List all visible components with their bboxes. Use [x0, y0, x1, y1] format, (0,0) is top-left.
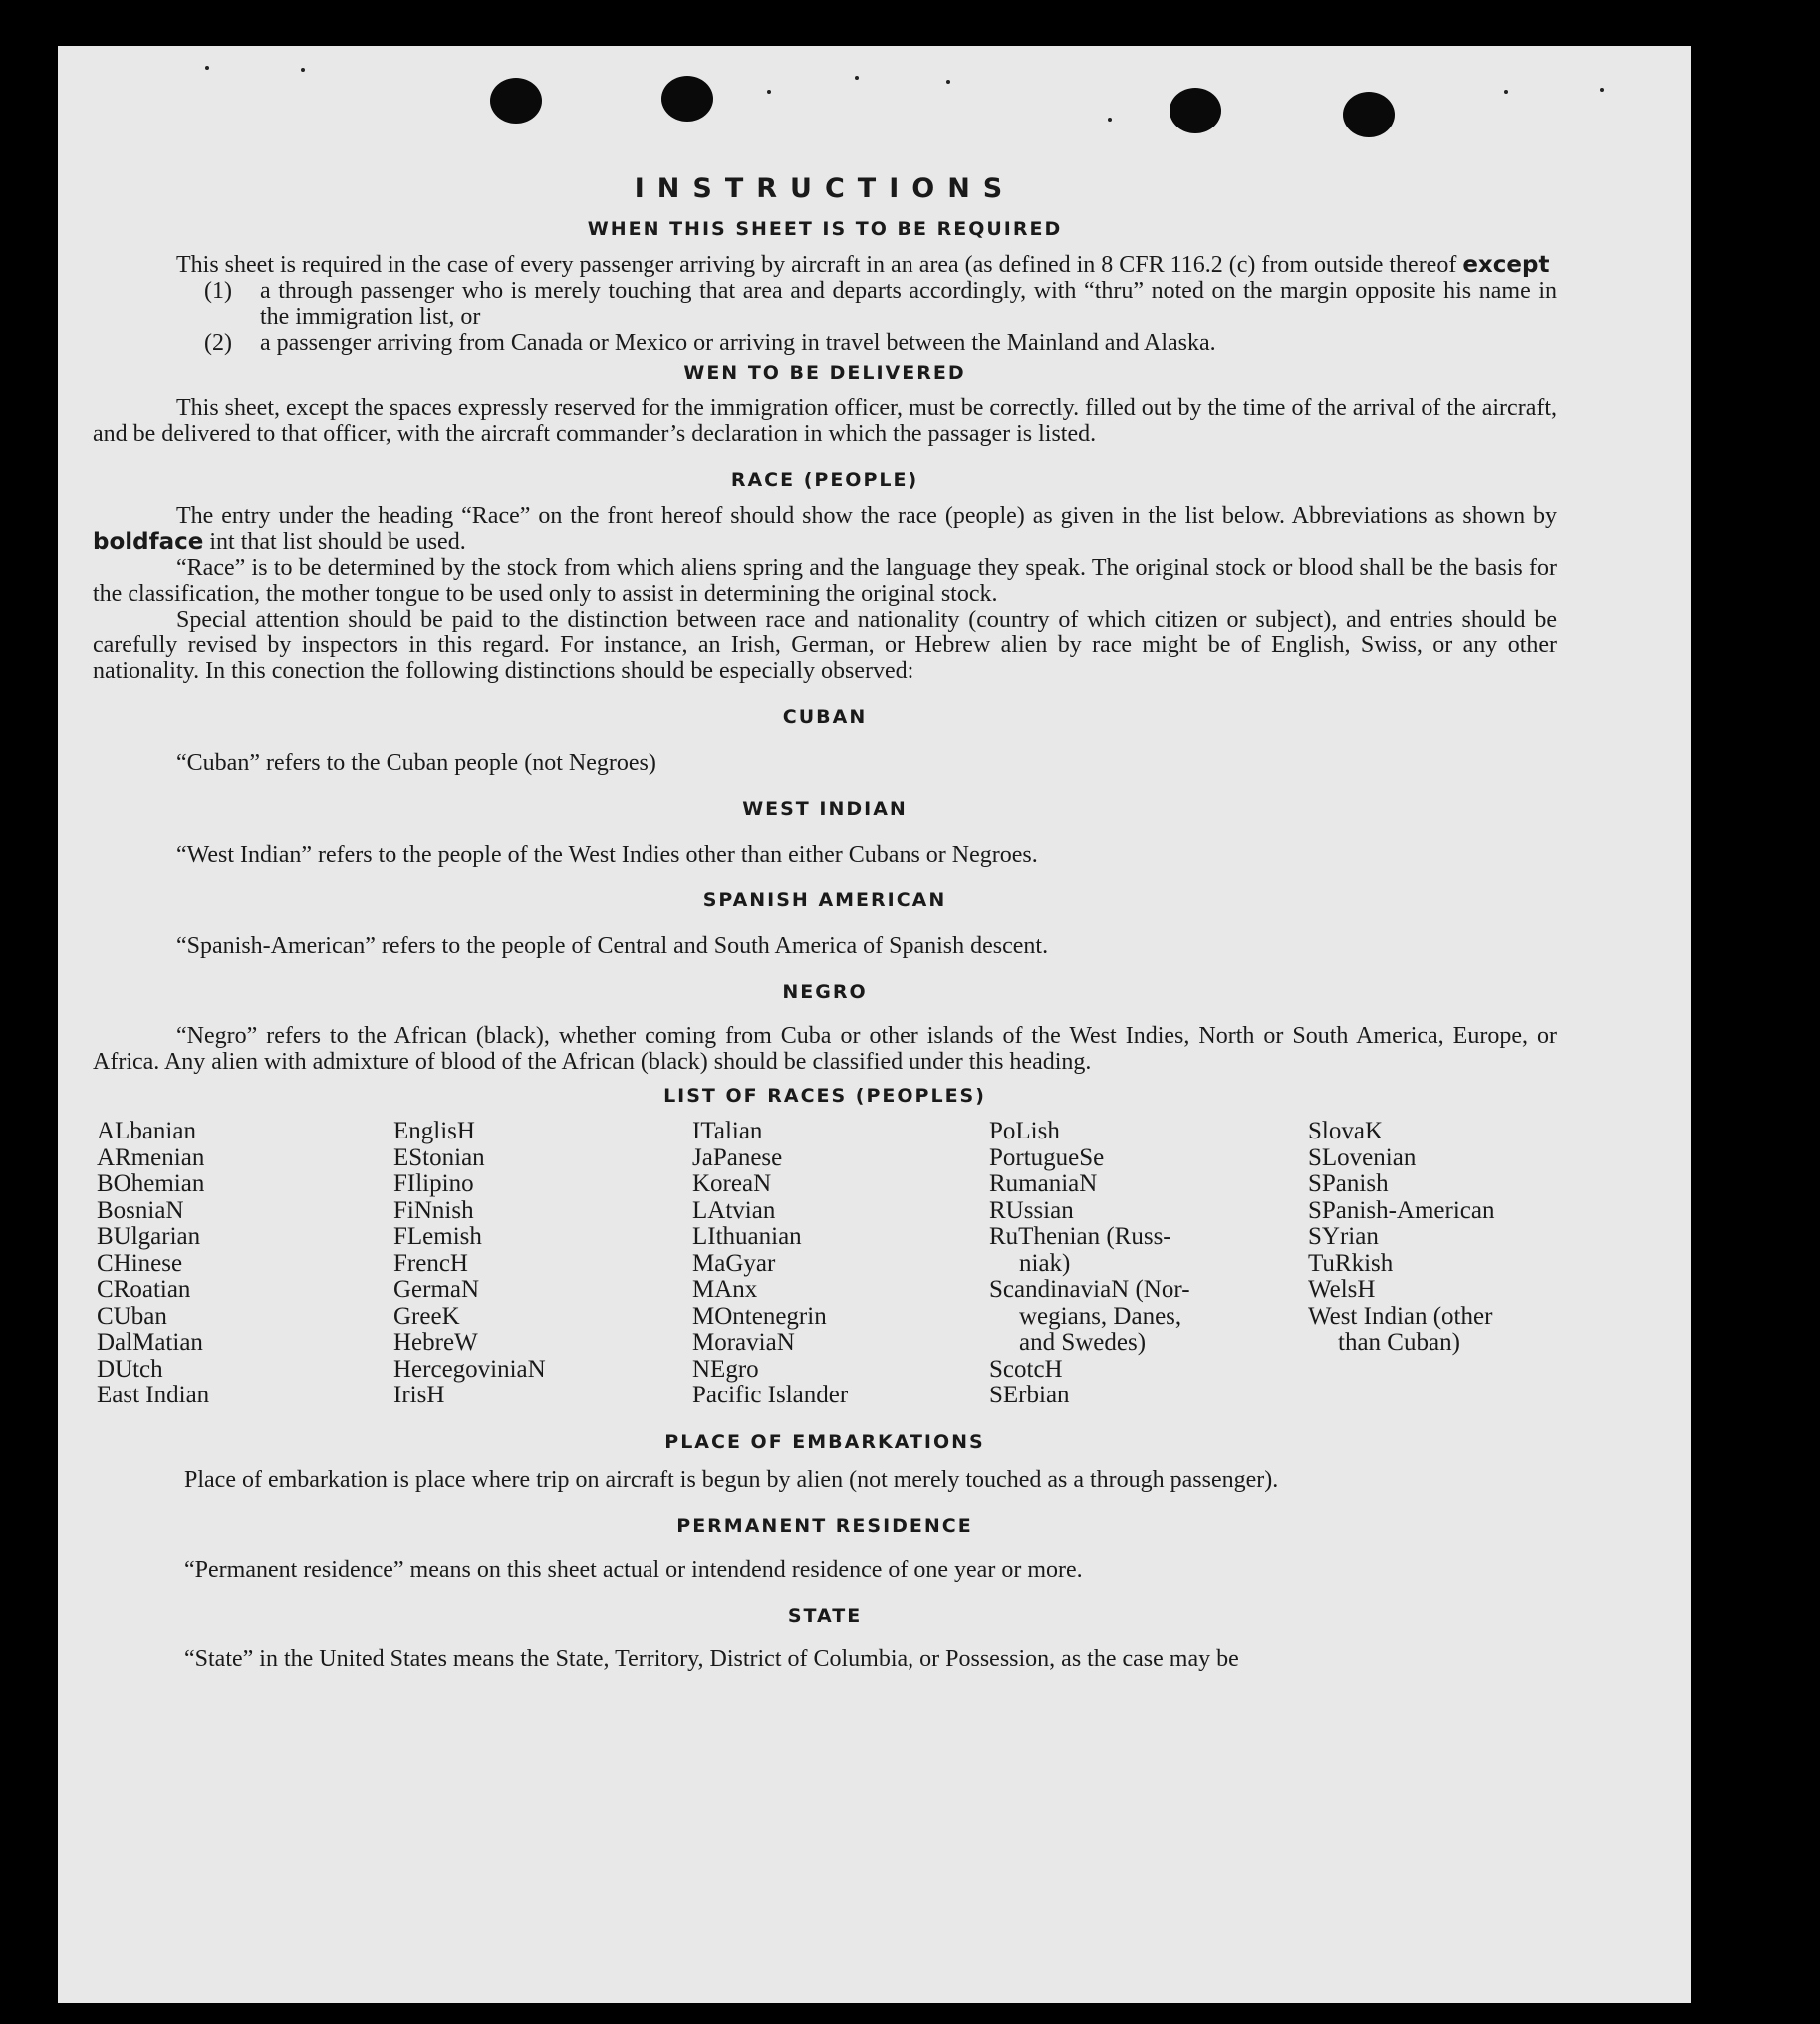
paragraph: This sheet, except the spaces expressly reserved for the immigration officer, must be correctly. filled out by the time of the arrival of the aircraft, and be delivered to that officer, with the aircraft commander’s declaration in which the passager is listed.	[93, 395, 1557, 447]
list-item: (2) a passenger arriving from Canada or Mexico or arriving in travel between the Mainland and Alaska.	[204, 330, 1216, 356]
document-page	[58, 46, 1691, 2003]
speck	[205, 66, 209, 70]
section-heading: PLACE OF EMBARKATIONS	[664, 1430, 985, 1453]
section-heading: RACE (PEOPLE)	[730, 469, 919, 491]
paragraph: “West Indian” refers to the people of the West Indies other than either Cubans or Negroes.	[176, 842, 1038, 868]
list-item: (1) a through passenger who is merely touching that area and departs accordingly, with “thru” noted on the margin opposite his name in the immigration list, or	[204, 278, 1557, 330]
section-heading: PERMANENT RESIDENCE	[676, 1514, 973, 1537]
bold-text: except	[1462, 252, 1550, 278]
section-heading: WHEN THIS SHEET IS TO BE REQUIRED	[587, 218, 1063, 240]
section-heading: WEST INDIAN	[742, 798, 908, 820]
races-column: SlovaK SLovenian SPanish SPanish-American SYrian TuRkish WelsH West Indian (other than Cuban)	[1308, 1118, 1495, 1356]
bold-text: boldface	[93, 529, 204, 555]
paragraph: “Race” is to be determined by the stock from which aliens spring and the language they speak. The original stock or blood shall be the basis for the classification, the mother tongue to be used only to assist in determining the original stock.	[93, 555, 1557, 607]
speck	[855, 76, 859, 80]
speck	[1504, 90, 1508, 94]
section-heading: LIST OF RACES (PEOPLES)	[663, 1085, 986, 1107]
races-list	[97, 1119, 1557, 1409]
page-title: INSTRUCTIONS	[634, 173, 1016, 204]
speck	[1600, 88, 1604, 92]
paragraph: Place of embarkation is place where trip on aircraft is begun by alien (not merely touched as a through passenger).	[184, 1466, 1279, 1493]
races-column: PoLish PortugueSe RumaniaN RUssian RuThenian (Russ- niak) ScandinaviaN (Nor- wegians, Danes, and Swedes) ScotcH SErbian	[989, 1118, 1190, 1408]
paragraph: “State” in the United States means the State, Territory, District of Columbia, or Possession, as the case may be	[184, 1645, 1239, 1672]
paragraph: Special attention should be paid to the distinction between race and nationality (country of which citizen or subject), and entries should be carefully revised by inspectors in this regard. For instance, an Irish, German, or Hebrew alien by race might be of English, Swiss, or any other nationality. In this conection the following distinctions should be especially observed:	[93, 607, 1557, 684]
section-heading: WEN TO BE DELIVERED	[683, 362, 966, 383]
section-heading: SPANISH AMERICAN	[702, 889, 947, 911]
document-content	[93, 173, 1557, 1672]
races-column: EnglisH EStonian FIlipino FiNnish FLemish FrencH GermaN GreeK HebreW HercegoviniaN IrisH	[393, 1118, 546, 1408]
speck	[1108, 118, 1112, 122]
speck	[767, 90, 771, 94]
races-column: ITalian JaPanese KoreaN LAtvian LIthuanian MaGyar MAnx MOntenegrin MoraviaN NEgro Pacific Islander	[692, 1118, 849, 1408]
punch-hole	[1343, 92, 1395, 137]
punch-hole	[1170, 88, 1221, 133]
speck	[946, 80, 950, 84]
section-heading: NEGRO	[782, 981, 868, 1003]
paragraph: “Cuban” refers to the Cuban people (not Negroes)	[176, 750, 656, 776]
paragraph: “Negro” refers to the African (black), whether coming from Cuba or other islands of the West Indies, North or South America, Europe, or Africa. Any alien with admixture of blood of the African (black) should be classified under this heading.	[93, 1023, 1557, 1075]
paragraph: “Permanent residence” means on this sheet actual or intendend residence of one year or more.	[184, 1556, 1083, 1583]
paragraph: This sheet is required in the case of every passenger arriving by aircraft in an area (as defined in 8 CFR 116.2 (c) from outside thereof except	[176, 252, 1550, 278]
paragraph: The entry under the heading “Race” on the front hereof should show the race (people) as given in the list below. Abbreviations as shown by boldface int that list should be used.	[93, 503, 1557, 555]
speck	[301, 68, 305, 72]
punch-hole	[490, 78, 542, 124]
punch-hole	[661, 76, 713, 122]
paragraph: “Spanish-American” refers to the people of Central and South America of Spanish descent.	[176, 933, 1049, 959]
races-column: ALbanian ARmenian BOhemian BosniaN BUlgarian CHinese CRoatian CUban DalMatian DUtch East Indian	[97, 1118, 210, 1408]
section-heading: CUBAN	[782, 706, 868, 728]
section-heading: STATE	[787, 1604, 863, 1627]
